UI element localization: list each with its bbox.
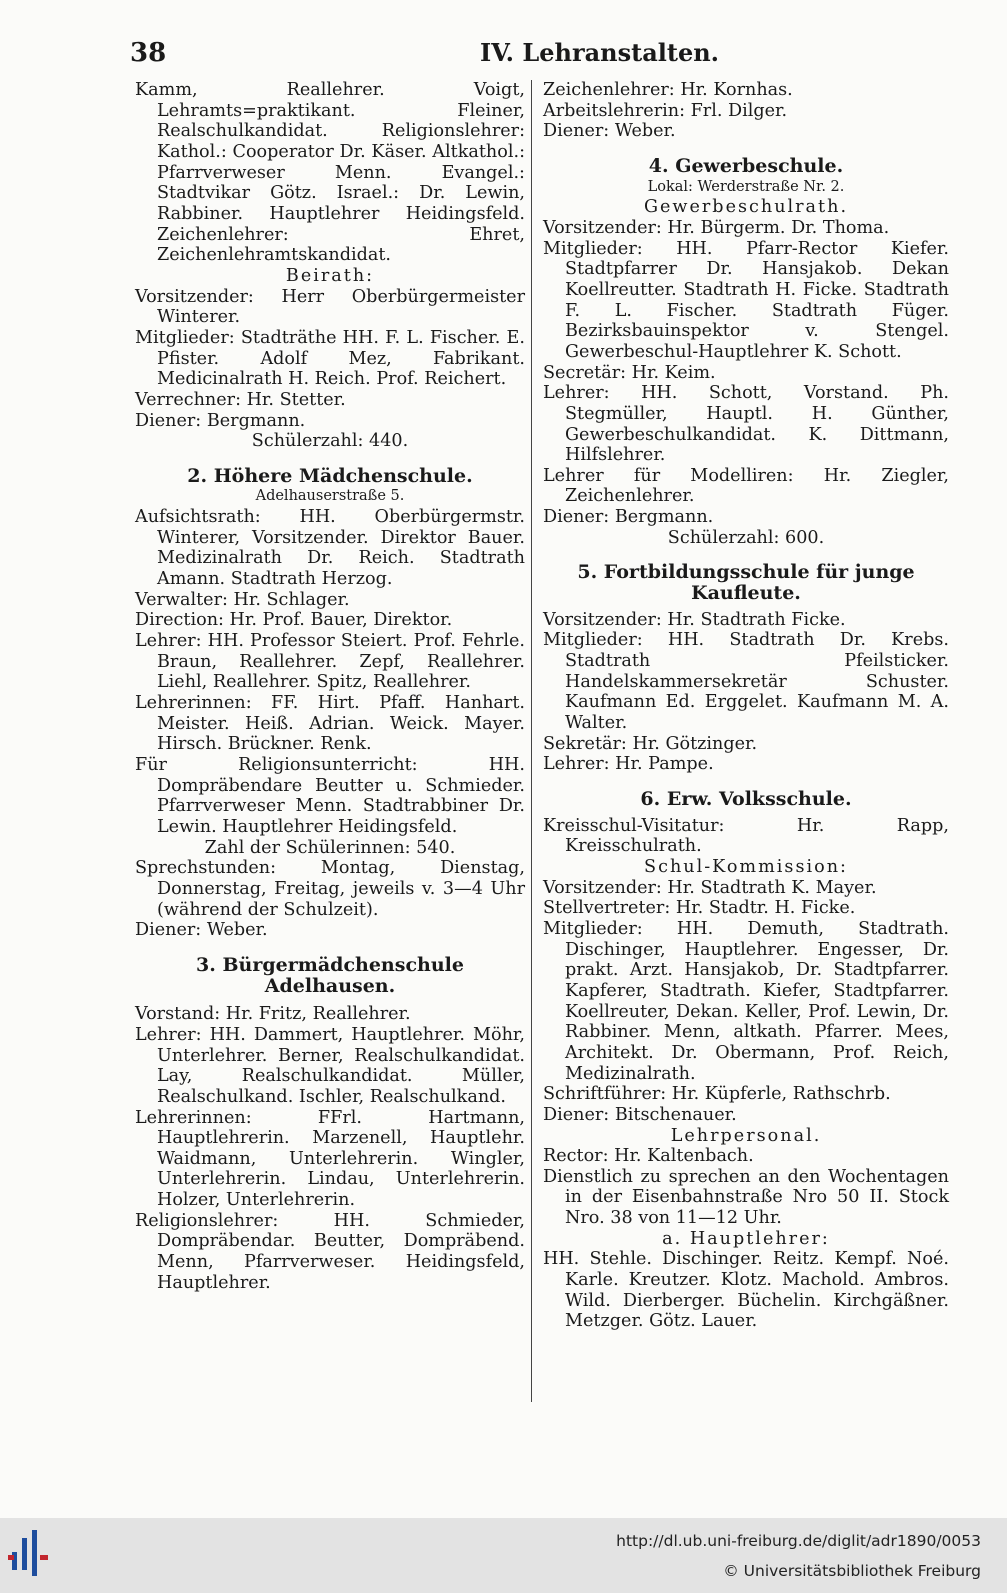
page-number: 38 xyxy=(130,38,167,68)
left-entry: Religionslehrer: HH. Schmieder, Dompräbendar. Beutter, Dompräbend. Menn, Pfarrverweser. Heidingsfeld, Hauptlehrer. xyxy=(135,1210,525,1293)
right-entry: Diener: Weber. xyxy=(543,121,676,142)
right-entry: Zeichenlehrer: Hr. Kornhas. xyxy=(543,80,793,100)
right-entry: Lehrer: Hr. Pampe. xyxy=(543,754,714,775)
right-entry: Vorsitzender: Hr. Bürgerm. Dr. Thoma. xyxy=(543,217,890,238)
left-entry: Schülerzahl: 440. xyxy=(251,431,409,452)
left-entry: 2. Höhere Mädchenschule. xyxy=(187,464,473,487)
left-entry: 3. Bürgermädchenschule Adelhausen. xyxy=(196,953,464,997)
right-entry: Schul-Kommission: xyxy=(644,856,848,877)
right-entry: Secretär: Hr. Keim. xyxy=(543,362,716,383)
running-title: IV. Lehranstalten. xyxy=(480,38,720,67)
right-entry: Sekretär: Hr. Götzinger. xyxy=(543,733,758,754)
viewer-footer xyxy=(0,1518,1007,1593)
right-entry: Arbeitslehrerin: Frl. Dilger. xyxy=(543,100,788,121)
right-entry: Vorsitzender: Hr. Stadtrath K. Mayer. xyxy=(543,877,877,898)
right-entry: Lokal: Werderstraße Nr. 2. xyxy=(647,178,845,195)
right-entry: Mitglieder: HH. Stadtrath Dr. Krebs. Stadtrath Pfeilsticker. Handelskammersekretär Schuster. Kaufmann Ed. Erggelet. Kaufmann M. A. Walter. xyxy=(543,630,949,734)
right-entry: Lehrer: HH. Schott, Vorstand. Ph. Stegmüller, Hauptl. H. Günther, Gewerbeschulkandidat. K. Dittmann, Hilfslehrer. xyxy=(543,383,949,466)
right-entry: Lehrpersonal. xyxy=(670,1125,822,1146)
right-entry: Mitglieder: HH. Demuth, Stadtrath. Dischinger, Hauptlehrer. Engesser, Dr. prakt. Arzt. Hansjakob, Dr. Stadtpfarrer. Kapferer, Stadtrath. Kiefer, Stadtpfarrer. Koellreuter, Dekan. Keller, Prof. Lewin, Dr. Rabbiner. Menn, altkath. Pfarrer. Mees, Architekt. Dr. Obermann, Prof. Reich, Medizinalrath. xyxy=(543,918,949,1084)
right-entry: HH. Stehle. Dischinger. Reitz. Kempf. Noé. Karle. Kreutzer. Klotz. Machold. Ambros. Wild. Dierberger. Büchelin. Kirchgäßner. Metzger. Götz. Lauer. xyxy=(543,1249,949,1332)
right-entry: Kreisschul-Visitatur: Hr. Rapp, Kreisschulrath. xyxy=(543,815,949,857)
left-entry: Lehrer: HH. Professor Steiert. Prof. Fehrle. Braun, Reallehrer. Zepf, Reallehrer. Liehl, Reallehrer. Spitz, Reallehrer. xyxy=(135,631,525,693)
left-entry: Diener: Weber. xyxy=(135,920,268,941)
right-entry: Diener: Bitschenauer. xyxy=(543,1104,737,1125)
left-entry: Adelhauserstraße 5. xyxy=(255,488,405,505)
left-entry: Direction: Hr. Prof. Bauer, Direktor. xyxy=(135,610,453,631)
left-entry: Verwalter: Hr. Schlager. xyxy=(135,589,350,610)
right-entry: Gewerbeschulrath. xyxy=(643,197,849,218)
left-entry: Aufsichtsrath: HH. Oberbürgermstr. Winterer, Vorsitzender. Direktor Bauer. Medizinalrath Dr. Reich. Stadtrath Amann. Stadtrath Herzog. xyxy=(135,507,525,590)
right-entry: Mitglieder: HH. Pfarr-Rector Kiefer. Stadtpfarrer Dr. Hansjakob. Dekan Koellreutter. Stadtrath H. Ficke. Stadtrath F. L. Fischer. Stadtrath Füger. Bezirksbauinspektor v. Stengel. Gewerbeschul-Hauptlehrer K. Schott. xyxy=(543,238,949,362)
left-entry: Mitglieder: Stadträthe HH. F. L. Fischer. E. Pfister. Adolf Mez, Fabrikant. Medicinalrath H. Reich. Prof. Reichert. xyxy=(135,327,525,390)
right-entry: Rector: Hr. Kaltenbach. xyxy=(543,1146,754,1167)
left-entry: Kamm, Reallehrer. Voigt, Lehramts=praktikant. Fleiner, Realschulkandidat. Religionslehrer: Kathol.: Cooperator Dr. Käser. Altkathol.: Pfarrverweser Menn. Evangel.: Stadtvikar Götz. Israel.: Dr. Lewin, Rabbiner. Hauptlehrer Heidingsfeld. Zeichenlehrer: Ehret, Zeichenlehramtskandidat. xyxy=(135,80,525,266)
right-entry: 4. Gewerbeschule. xyxy=(648,154,844,177)
left-entry: Lehrer: HH. Dammert, Hauptlehrer. Möhr, Unterlehrer. Berner, Realschulkandidat. Lay, Realschulkandidat. Müller, Realschulkand. Ischler, Realschulkand. xyxy=(135,1024,525,1107)
left-entry: Vorsitzender: Herr Oberbürgermeister Winterer. xyxy=(135,286,525,328)
right-entry: Vorsitzender: Hr. Stadtrath Ficke. xyxy=(543,609,846,630)
permalink-url[interactable]: http://dl.ub.uni-freiburg.de/diglit/adr1890/0053 xyxy=(616,1532,981,1550)
copyright-notice: © Universitätsbibliothek Freiburg xyxy=(723,1562,981,1580)
right-entry: Schülerzahl: 600. xyxy=(667,527,825,548)
left-entry: Für Religionsunterricht: HH. Dompräbendare Beutter u. Schmieder. Pfarrverweser Menn. Stadtrabbiner Dr. Lewin. Hauptlehrer Heidingsfeld. xyxy=(135,755,525,837)
right-entry: Schriftführer: Hr. Küpferle, Rathschrb. xyxy=(543,1084,891,1105)
left-entry: Beirath: xyxy=(285,265,375,286)
left-entry: Lehrerinnen: FFrl. Hartmann, Hauptlehrerin. Marzenell, Hauptlehr. Waidmann, Unterlehrerin. Wingler, Unterlehrerin. Lindau, Unterlehrerin. Holzer, Unterlehrerin. xyxy=(135,1107,525,1211)
column-divider xyxy=(531,80,532,1402)
right-entry: a. Hauptlehrer: xyxy=(662,1228,830,1249)
left-column xyxy=(135,80,525,1293)
right-entry: Dienstlich zu sprechen an den Wochentagen in der Eisenbahnstraße Nro 50 II. Stock Nro. 38 von 11—12 Uhr. xyxy=(543,1166,949,1229)
right-entry: Diener: Bergmann. xyxy=(543,507,714,528)
left-entry: Verrechner: Hr. Stetter. xyxy=(135,389,346,410)
left-entry: Diener: Bergmann. xyxy=(135,410,306,431)
left-entry: Sprechstunden: Montag, Dienstag, Donnerstag, Freitag, jeweils v. 3—4 Uhr (während der Schulzeit). xyxy=(135,858,525,920)
right-entry: 5. Fortbildungsschule für junge Kaufleute. xyxy=(577,561,915,605)
left-entry: Vorstand: Hr. Fritz, Reallehrer. xyxy=(135,1004,411,1025)
right-entry: 6. Erw. Volksschule. xyxy=(640,788,852,810)
running-header xyxy=(130,38,950,74)
left-entry: Zahl der Schülerinnen: 540. xyxy=(204,837,456,858)
left-entry: Lehrerinnen: FF. Hirt. Pfaff. Hanhart. Meister. Heiß. Adrian. Weick. Mayer. Hirsch. Brückner. Renk. xyxy=(135,693,525,755)
library-logo-icon[interactable] xyxy=(6,1528,62,1584)
right-entry: Stellvertreter: Hr. Stadtr. H. Ficke. xyxy=(543,898,856,919)
right-column xyxy=(543,80,949,1332)
right-entry: Lehrer für Modelliren: Hr. Ziegler, Zeichenlehrer. xyxy=(543,465,949,507)
